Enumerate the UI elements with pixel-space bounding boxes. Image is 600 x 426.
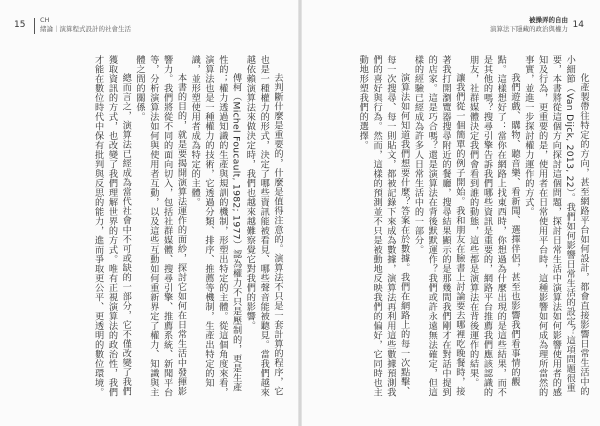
right-page [302,0,600,426]
left-page-number: 15 [14,20,26,30]
paragraph: 我們遊戲、購物、聽音樂、看新聞、選擇伴侶，甚至也影響我們看事情的觀點。這樣想好了：當你在網路上找東西時，你想過為什麼出現的是這些結果，而不是其他的嗎？搜尋引擎告訴我們哪些資訊是重要的，網路平台推薦我們應該認識的朋友，社群媒體決定我們會看到誰的動態，這些都是演算法在背後運作的結果。 [467,55,521,397]
paragraph: 去判斷什麼是重要的，什麼是值得注意的。演算法不只是一套計算的程序，它也是一種權力的形式，決定了哪些資訊能被看見、哪些聲音能被聽見。當我們越來越依賴演算法來做決定時，我們也越來越難察覺它對我們的影響。 [244,55,283,397]
right-page-number: 14 [572,20,584,30]
right-running-head [490,16,568,34]
left-body-text [18,55,284,400]
left-page [0,0,298,426]
chapter-label: CH [40,16,50,24]
book-subtitle: 演算法下隱藏的政治與權力 [490,25,568,33]
chapter-title: 緒論｜演算程式設計的社會生活 [40,25,131,33]
paragraph: 化產製帶往特定的方向，甚至網路平台如何設計，都會直接影響日常生活中的小細節（Van Dijck, 2013, 22）。我們如何影響日常生活的設定？這項問題很重要，本書將從這個方向探討這個問題，探討日常生活中演算法如何影響使用者的感知及行為，更重要的是，使用者在日常使用平台時，這種影響如何成為理所當然的事實，並進一步探討權力運作的方式。 [522,55,589,397]
paragraph: 傅柯（Michel Foucault, 1982; 1977）認為權力不只是壓制的，更是生產性的；權力透過知識的生產與規訓的機制，形塑出特定的主體。從這個角度來看，演算法也是一種權力的技術，它透過分類、排序、推薦等機制，生產出特定的知識，並形塑使用者成為特定的主體。 [189,55,242,397]
right-body-text [316,55,590,400]
running-head-divider [34,18,35,34]
paragraph: 演算法如何知道我們想要什麼？答案在於數據。我們在網路上的每一次點擊、每一次搜尋、每一則貼文，都被記錄下來成為數據，演算法再利用這些數據預測我們的喜好與行為。然而，這樣的預測並不只是被動地反映我們的偏好，它同時也主動地形塑我們的選擇。 [357,55,410,397]
left-running-head [40,16,131,34]
paragraph: 總而言之，演算法已經成為當代社會中不可或缺的一部分，它不僅改變了我們獲取資訊的方式，也改變了我們理解世界的方式。唯有正視演算法的政治性，我們才能在數位時代中保有批判與反思的能力，進而爭取更公平、更透明的數位環境。 [92,55,132,397]
paragraph: 本書的目的，就是要揭開演算法運作的面紗，探討它如何在日常生活中發揮影響力。我們將從不同的面向切入，包括社群媒體、搜尋引擎、推薦系統、新聞平台等，分析演算法如何與使用者互動，以及這些互動如何重新界定了權力、知識與主體之間的關係。 [134,55,187,397]
book-title: 被操弄的自由 [529,16,568,24]
paragraph: 讓我們從一個簡單的例子開始。我和朋友在臉書上討論要去哪裡吃晚餐時，接著我打開瀏覽器搜尋附近的餐廳，搜尋結果顯示的是那幾間我們剛才在對話中提到的店家。這是巧合嗎？還是演算法在背後默默運作？我們或許永遠無法確定，但這樣的經驗已經成為許多人日常生活中的一部分。 [412,55,465,397]
